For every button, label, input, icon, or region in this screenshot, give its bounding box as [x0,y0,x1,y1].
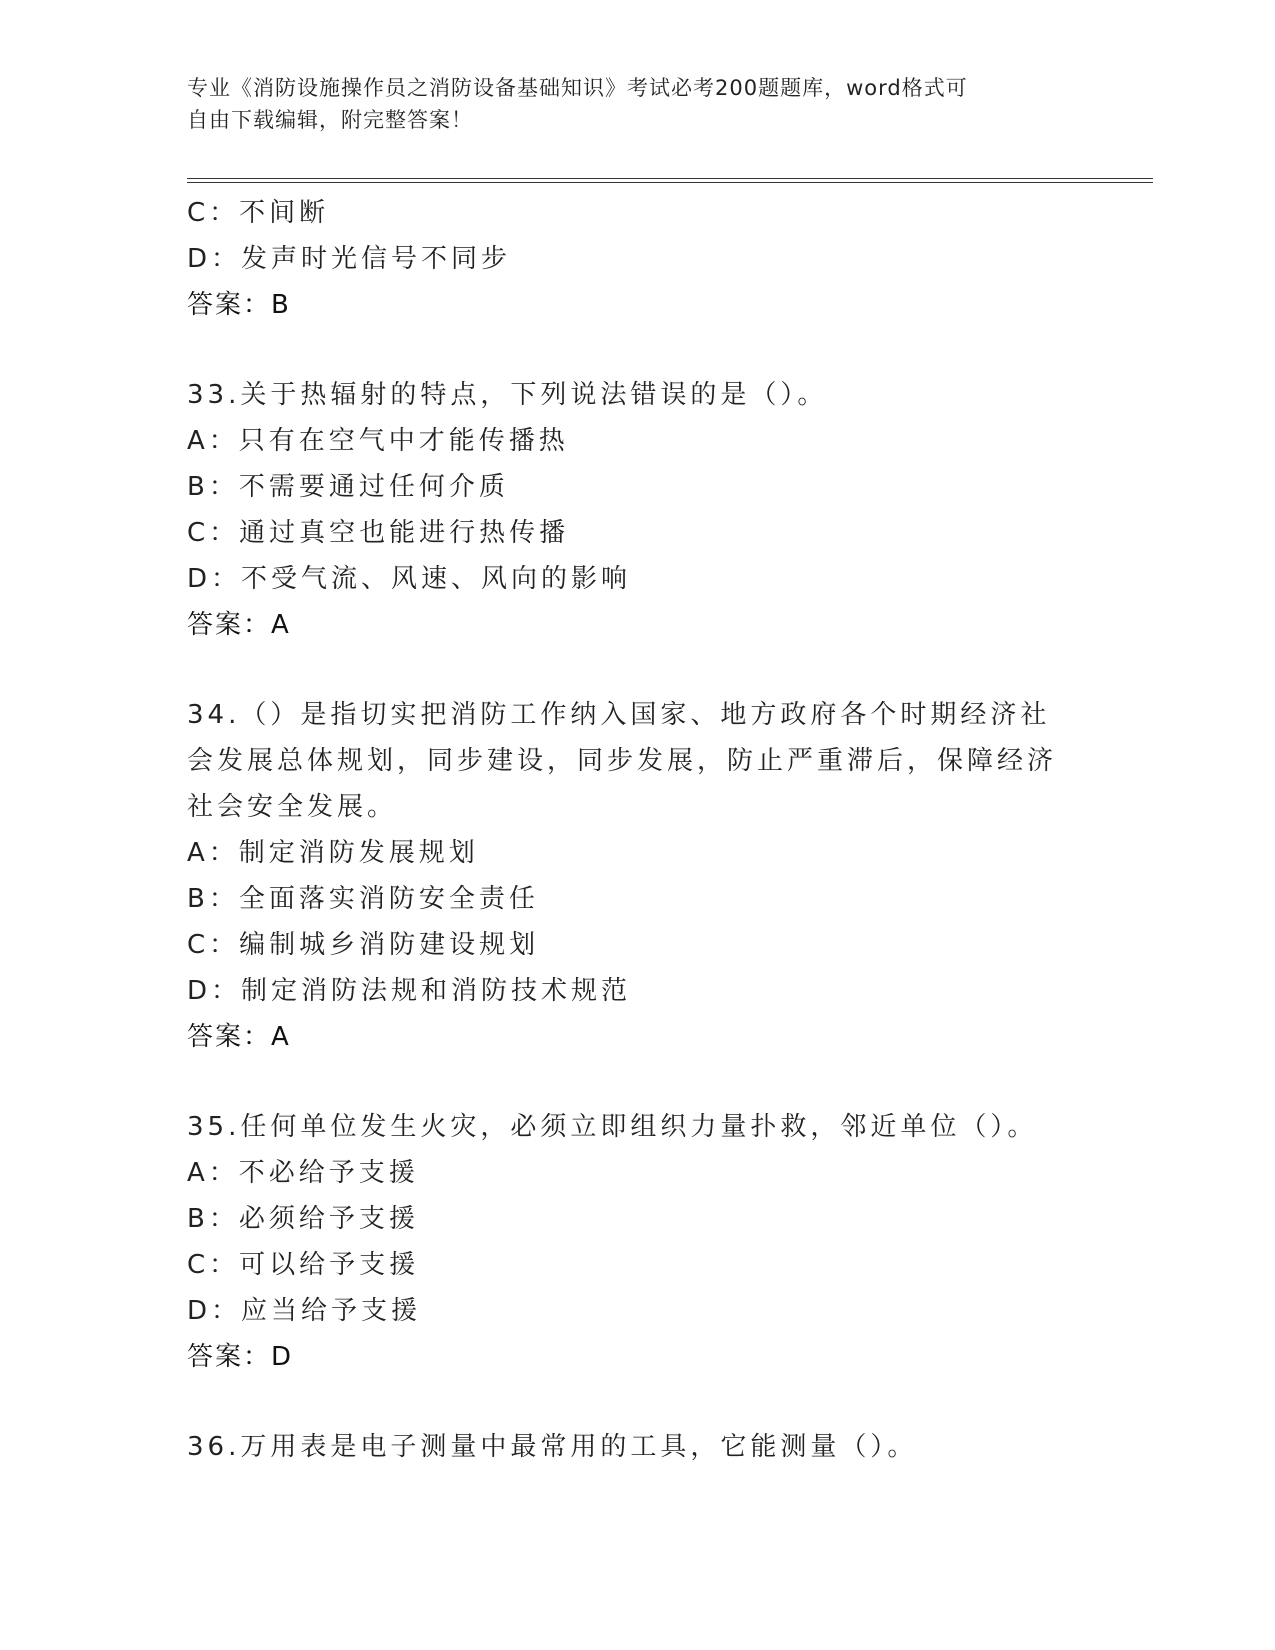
option-d: D：应当给予支援 [187,1296,422,1326]
option-a: A：只有在空气中才能传播热 [187,426,569,456]
question-34 [187,692,1087,1060]
answer-line: 答案：D [187,1342,294,1372]
question-text: 34.（）是指切实把消防工作纳入国家、地方政府各个时期经济社会发展总体规划，同步建设，同步发展，防止严重滞后，保障经济社会安全发展。 [187,700,1058,822]
previous-question-tail [187,190,1087,328]
option-d: D：不受气流、风速、风向的影响 [187,564,632,594]
answer-line: 答案：A [187,1022,291,1052]
header-divider-bottom [187,182,1153,183]
question-text: 33.关于热辐射的特点，下列说法错误的是（）。 [187,380,828,410]
option-c: C：编制城乡消防建设规划 [187,930,540,960]
question-35 [187,1104,1087,1380]
question-33 [187,372,1087,648]
option-c: C：可以给予支援 [187,1250,420,1280]
option-a: A：不必给予支援 [187,1158,419,1188]
option-c: C：不间断 [187,198,330,228]
answer-line: 答案：A [187,610,291,640]
question-list [187,190,1087,1470]
option-d: D：发声时光信号不同步 [187,244,512,274]
option-a: A：制定消防发展规划 [187,838,479,868]
header-line-2: 自由下载编辑，附完整答案！ [187,108,473,132]
option-b: B：必须给予支援 [187,1204,419,1234]
header-divider-top [187,178,1153,179]
question-text: 35.任何单位发生火灾，必须立即组织力量扑救，邻近单位（）。 [187,1112,1038,1142]
option-c: C：通过真空也能进行热传播 [187,518,570,548]
document-header [187,72,1067,136]
header-line-1: 专业《消防设施操作员之消防设备基础知识》考试必考200题题库，word格式可 [187,76,968,100]
question-text: 36.万用表是电子测量中最常用的工具，它能测量（）。 [187,1432,918,1462]
option-d: D：制定消防法规和消防技术规范 [187,976,632,1006]
option-b: B：全面落实消防安全责任 [187,884,539,914]
option-b: B：不需要通过任何介质 [187,472,509,502]
answer-line: 答案：B [187,290,291,320]
question-36 [187,1424,1087,1470]
